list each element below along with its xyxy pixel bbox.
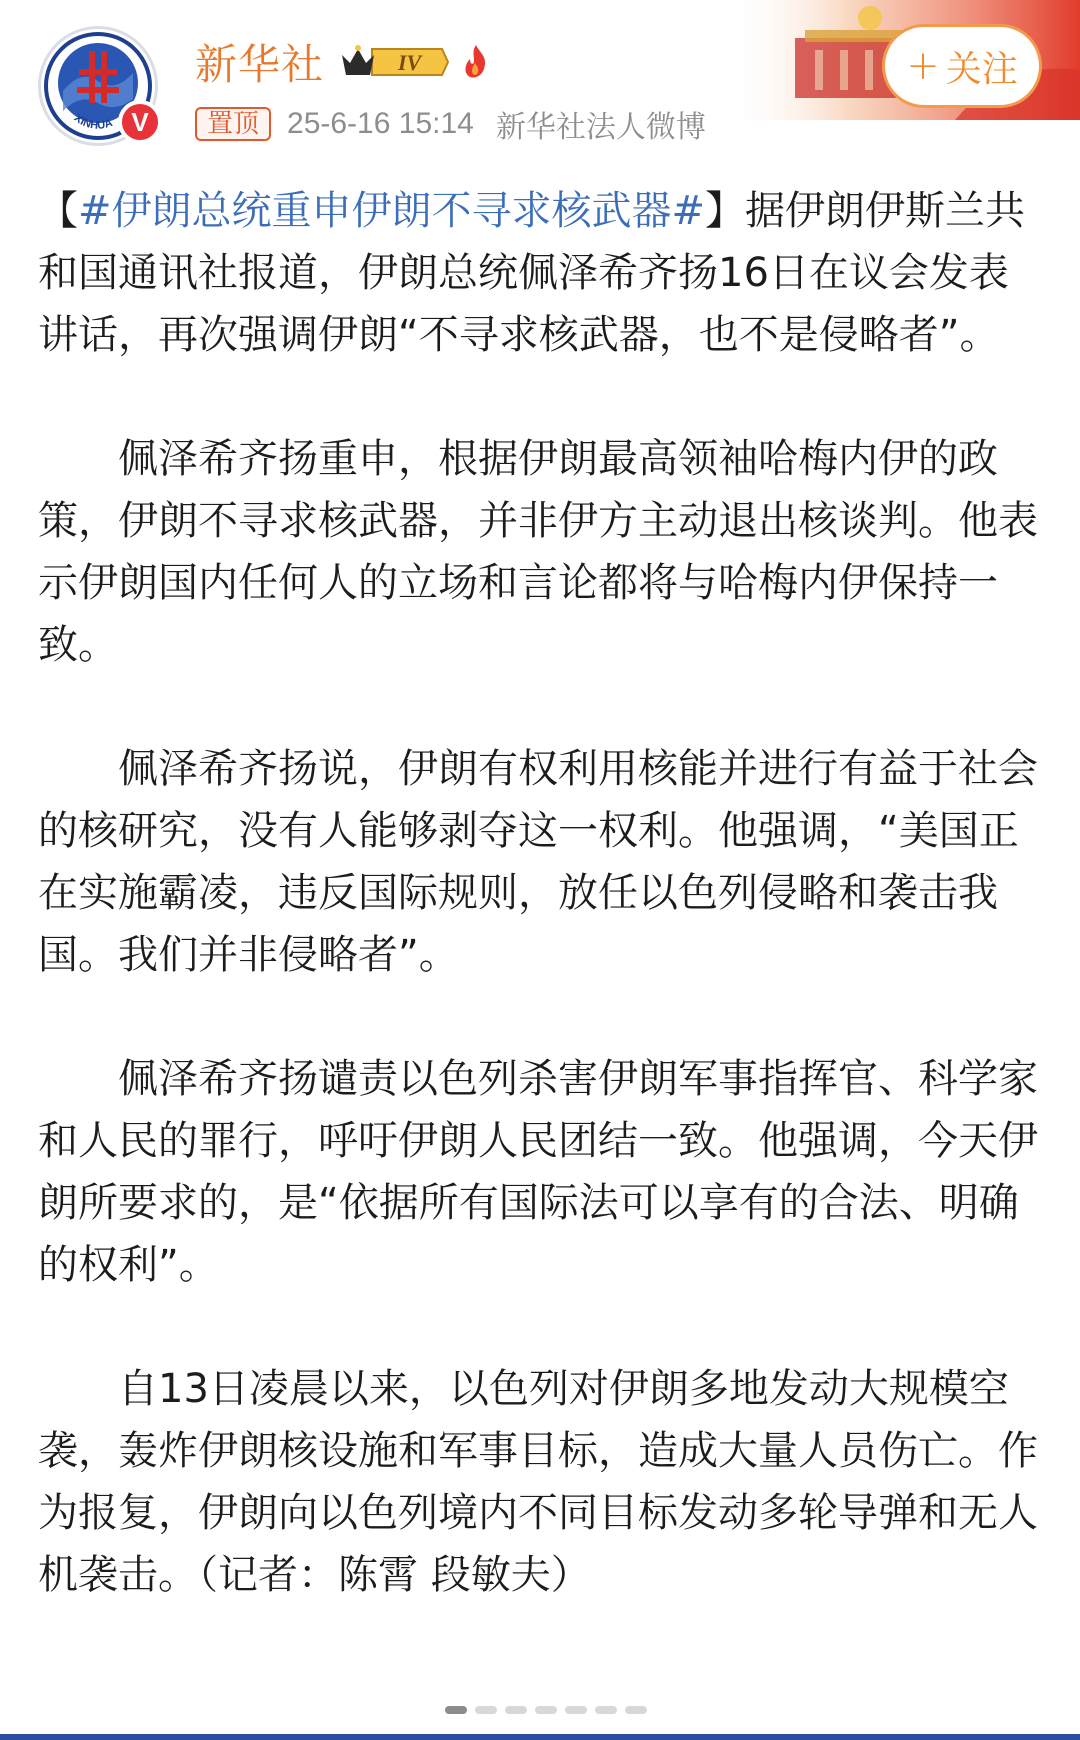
hashtag-link[interactable]: #伊朗总统重申伊朗不寻求核武器#: [78, 188, 706, 234]
crown-level-badge-icon[interactable]: [338, 41, 450, 83]
lead-text: 据伊朗伊斯兰共和国通讯社报道，伊朗总统佩泽希齐扬16日在议会发表讲话，再次强调伊朗“不寻求核武器，也不是侵略者”。: [38, 188, 1026, 358]
avatar-logo-text: XINHUA: [71, 112, 115, 132]
post-timestamp: 25-6-16 15:14: [287, 107, 474, 140]
paragraph-2: 佩泽希齐扬说，伊朗有权利用核能并进行有益于社会的核研究，没有人能够剥夺这一权利。他强调，“美国正在实施霸凌，违反国际规则，放任以色列侵略和袭击我国。我们并非侵略者”。: [38, 746, 1038, 978]
paragraph-3: 佩泽希齐扬谴责以色列杀害伊朗军事指挥官、科学家和人民的罪行，呼吁伊朗人民团结一致。他强调，今天伊朗所要求的，是“依据所有国际法可以享有的合法、明确的权利”。: [38, 1056, 1038, 1288]
page-indicator: [445, 1706, 647, 1714]
bracket-close: 】: [705, 188, 746, 234]
follow-button-label: 关注: [945, 48, 1018, 90]
name-row: [195, 34, 492, 90]
post-source: 新华社法人微博: [495, 110, 706, 145]
bottom-divider: [0, 1734, 1080, 1740]
page-indicator-dot: [505, 1706, 527, 1714]
page-indicator-dot: [475, 1706, 497, 1714]
account-name[interactable]: 新华社: [195, 40, 325, 89]
follow-button[interactable]: [882, 24, 1042, 108]
lead-paragraph: [38, 180, 1038, 366]
verified-badge-icon: V: [118, 100, 162, 144]
page-indicator-dot: [595, 1706, 617, 1714]
fire-icon: [460, 41, 492, 83]
plus-icon: +: [906, 43, 940, 89]
page-indicator-dot: [565, 1706, 587, 1714]
level-badge-text: IV: [398, 50, 422, 75]
page-indicator-dot: [445, 1706, 467, 1714]
page-indicator-dot: [535, 1706, 557, 1714]
page-indicator-dot: [625, 1706, 647, 1714]
avatar[interactable]: [38, 26, 158, 146]
paragraph-4: 自13日凌晨以来，以色列对伊朗多地发动大规模空袭，轰炸伊朗核设施和军事目标，造成大量人员伤亡。作为报复，伊朗向以色列境内不同目标发动多轮导弹和无人机袭击。（记者：陈霄 段敏夫）: [38, 1366, 1038, 1598]
post-meta: [195, 104, 706, 144]
pinned-tag: 置顶: [195, 107, 271, 141]
post-body: [38, 180, 1038, 1606]
post-header: [0, 0, 1080, 165]
paragraph-1: 佩泽希齐扬重申，根据伊朗最高领袖哈梅内伊的政策，伊朗不寻求核武器，并非伊方主动退出核谈判。他表示伊朗国内任何人的立场和言论都将与哈梅内伊保持一致。: [38, 436, 1038, 668]
bracket-open: 【: [38, 188, 78, 234]
